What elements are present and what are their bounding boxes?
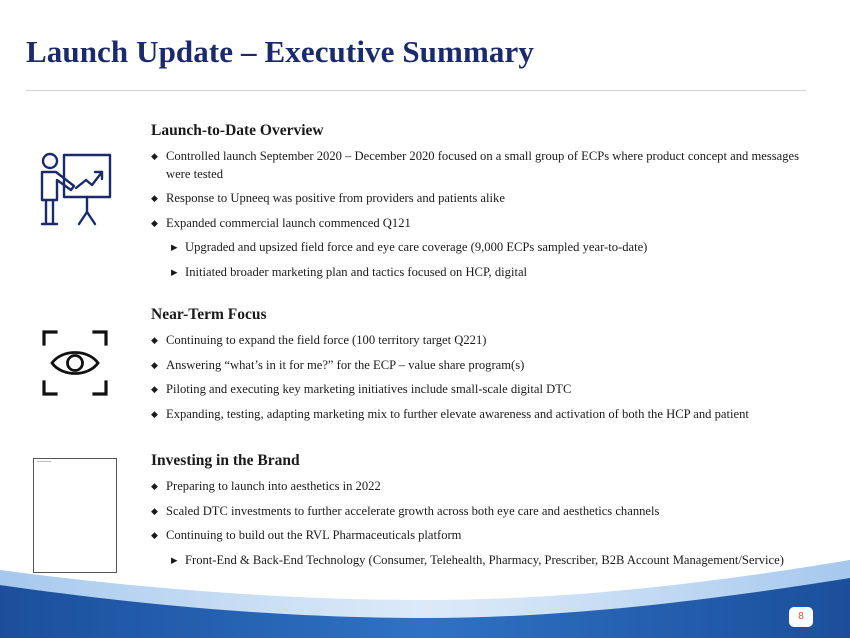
bullet-text: Scaled DTC investments to further accelerate growth across both eye care and aesthetics channels [166,503,660,518]
bullet-item [151,381,821,399]
section-heading: Investing in the Brand [151,452,300,469]
triangle-bullet-icon: ▶ [171,266,178,277]
section-heading: Launch-to-Date Overview [151,122,324,139]
placeholder-fine-print: ▪▪▪▪▪▪▪▪▪▪▪▪▪▪▪▪▪▪▪▪ [37,461,52,463]
eye-focus-icon [42,330,108,396]
bullet-text: Answering “what’s in it for me?” for the ECP – value share program(s) [166,357,525,372]
page-number: 8 [789,607,813,627]
bullet-item [151,190,821,208]
sub-bullet-item [151,264,821,282]
section-heading: Near-Term Focus [151,306,267,323]
diamond-bullet-icon: ◆ [151,408,158,419]
bullet-item [151,215,821,233]
slide-title: Launch Update – Executive Summary [26,34,534,69]
triangle-bullet-icon: ▶ [171,554,178,565]
sub-bullet-text: Upgraded and upsized field force and eye care coverage (9,000 ECPs sampled year-to-date) [185,240,648,254]
diamond-bullet-icon: ◆ [151,151,158,161]
bullet-text: Response to Upneeq was positive from providers and patients alike [166,191,505,205]
bullet-item [151,478,821,496]
section-launch-overview [151,122,821,288]
diamond-bullet-icon: ◆ [151,505,158,516]
diamond-bullet-icon: ◆ [151,359,158,370]
bullet-item [151,332,821,350]
bullet-text: Expanding, testing, adapting marketing mix to further elevate awareness and activation of both the HCP and patient [166,406,749,421]
sub-bullet-item [151,239,821,257]
presenter-chart-icon [36,150,114,228]
diamond-bullet-icon: ◆ [151,193,158,203]
title-divider [26,90,806,91]
bullet-item [151,503,821,521]
footer-wave-decoration [0,540,850,638]
bullet-item [151,357,821,375]
sub-bullet-text: Initiated broader marketing plan and tactics focused on HCP, digital [185,264,528,279]
bullet-text: Preparing to launch into aesthetics in 2022 [166,479,381,493]
diamond-bullet-icon: ◆ [151,481,158,491]
bullet-text: Expanded commercial launch commenced Q121 [166,215,411,230]
diamond-bullet-icon: ◆ [151,530,158,540]
sub-bullet-text: Front-End & Back-End Technology (Consumer, Telehealth, Pharmacy, Prescriber, B2B Account Management/Service) [185,552,784,567]
diamond-bullet-icon: ◆ [151,384,158,394]
section-near-term-focus [151,306,821,430]
bullet-text: Piloting and executing key marketing initiatives include small-scale digital DTC [166,382,572,396]
bullet-text: Continuing to expand the field force (100 territory target Q221) [166,333,487,347]
bullet-text: Continuing to build out the RVL Pharmaceuticals platform [166,528,462,542]
diamond-bullet-icon: ◆ [151,335,158,345]
bullet-item [151,406,821,424]
triangle-bullet-icon: ▶ [171,242,178,252]
bullet-text: Controlled launch September 2020 – December 2020 focused on a small group of ECPs where product concept and messages were tested [166,149,800,181]
bullet-item [151,148,821,183]
diamond-bullet-icon: ◆ [151,217,158,228]
